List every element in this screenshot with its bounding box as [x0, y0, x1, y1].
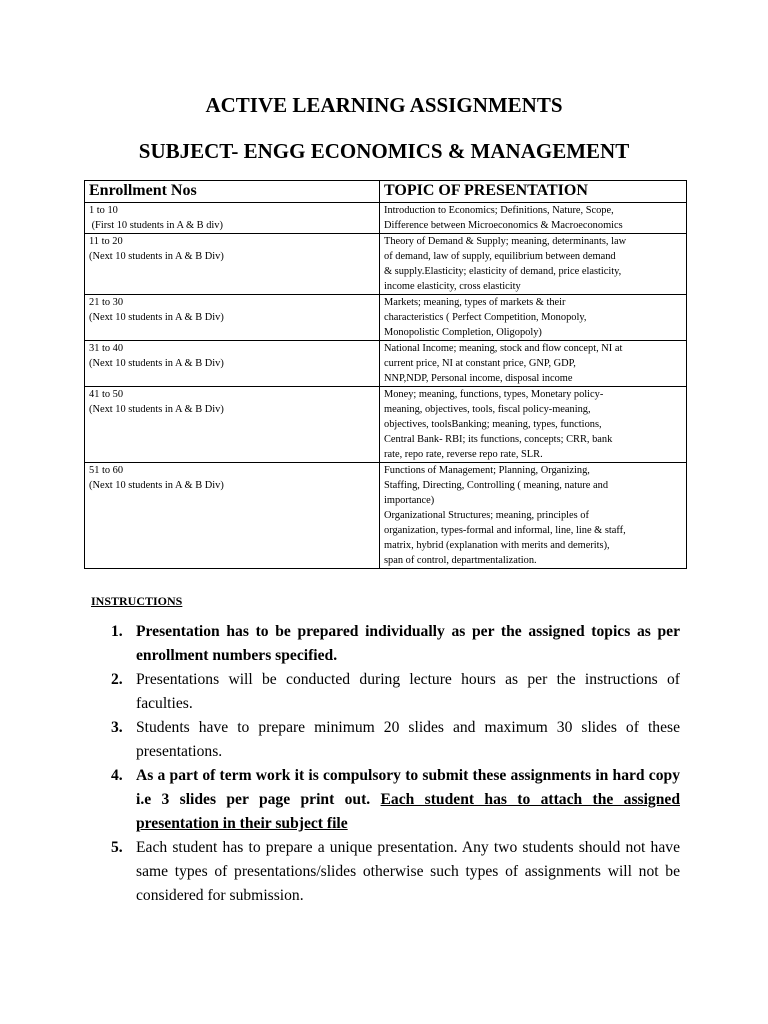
instruction-item: [108, 836, 680, 908]
enrollment-group: (Next 10 students in A & B Div): [89, 312, 224, 323]
enrollment-group: (Next 10 students in A & B Div): [89, 251, 224, 262]
topic-line: characteristics ( Perfect Competition, Monopoly,: [384, 312, 587, 323]
topic-line: income elasticity, cross elasticity: [384, 281, 521, 292]
instruction-text: Students have to prepare minimum 20 slides and maximum 30 slides of these presentations.: [136, 719, 680, 760]
table-row: [85, 341, 687, 387]
topic-line: Staffing, Directing, Controlling ( meaning, nature and: [384, 480, 609, 491]
topic-line: meaning, objectives, tools, fiscal policy-meaning,: [384, 404, 591, 415]
subject-title: SUBJECT- ENGG ECONOMICS & MANAGEMENT: [138, 139, 630, 163]
instruction-number: 1.: [111, 623, 123, 640]
topic-line: Monopolistic Completion, Oligopoly): [384, 327, 542, 338]
topic-line: National Income; meaning, stock and flow concept, NI at: [384, 343, 623, 354]
instruction-text: Presentation has to be prepared individually as per the assigned topics as per enrollment numbers specified.: [136, 623, 680, 664]
table-row: [85, 203, 687, 234]
header-enrollment: Enrollment Nos: [85, 181, 380, 203]
topic-cell: [380, 341, 687, 387]
topic-line: & supply.Elasticity; elasticity of demand, price elasticity,: [384, 266, 622, 277]
topics-table: [84, 180, 687, 569]
topic-line: organization, types-formal and informal, line, line & staff,: [384, 525, 626, 536]
topic-line: matrix, hybrid (explanation with merits and demerits),: [384, 540, 610, 551]
instruction-item: [108, 620, 680, 668]
enrollment-range: 41 to 50: [89, 389, 124, 400]
enrollment-cell: [85, 387, 380, 463]
table-row: [85, 387, 687, 463]
instruction-text: Presentations will be conducted during lecture hours as per the instructions of faculties.: [136, 671, 680, 712]
topic-line: Introduction to Economics; Definitions, Nature, Scope,: [384, 205, 614, 216]
instruction-item: [108, 764, 680, 836]
topic-line: Markets; meaning, types of markets & their: [384, 297, 566, 308]
enrollment-cell: [85, 295, 380, 341]
enrollment-group: (Next 10 students in A & B Div): [89, 404, 224, 415]
topic-line: Functions of Management; Planning, Organizing,: [384, 465, 590, 476]
topic-line: Central Bank- RBI; its functions, concepts; CRR, bank: [384, 434, 613, 445]
enrollment-cell: [85, 463, 380, 569]
instructions-heading: INSTRUCTIONS: [91, 594, 183, 608]
topic-cell: [380, 463, 687, 569]
header-topic: TOPIC OF PRESENTATION: [380, 181, 687, 203]
topic-line: of demand, law of supply, equilibrium between demand: [384, 251, 616, 262]
instruction-item: [108, 668, 680, 716]
table-header-row: [85, 181, 687, 203]
enrollment-cell: [85, 203, 380, 234]
topic-line: span of control, departmentalization.: [384, 555, 537, 566]
topic-cell: [380, 295, 687, 341]
instruction-number: 4.: [111, 767, 123, 784]
instruction-item: [108, 716, 680, 764]
topic-cell: [380, 387, 687, 463]
instruction-text-underlined: Each student has to attach the assigned presentation in their subject file: [136, 791, 680, 832]
enrollment-group: (Next 10 students in A & B Div): [89, 480, 224, 491]
instruction-text: Each student has to prepare a unique presentation. Any two students should not have same types of presentations/slides otherwise such types of assignments will not be considered for submission.: [136, 839, 680, 904]
topic-line: Theory of Demand & Supply; meaning, determinants, law: [384, 236, 627, 247]
instruction-text-main: As a part of term work it is compulsory to submit these assignments in hard copy i.e 3 slides per page print out.: [136, 767, 680, 808]
enrollment-range: 11 to 20: [89, 236, 123, 247]
enrollment-range: 31 to 40: [89, 343, 124, 354]
topic-line: rate, repo rate, reverse repo rate, SLR.: [384, 449, 543, 460]
enrollment-range: 21 to 30: [89, 297, 124, 308]
instruction-number: 3.: [111, 719, 123, 736]
instructions-list: [108, 620, 680, 908]
enrollment-cell: [85, 234, 380, 295]
topic-cell: [380, 203, 687, 234]
topic-line: Organizational Structures; meaning, principles of: [384, 510, 589, 521]
document-title: ACTIVE LEARNING ASSIGNMENTS: [205, 93, 563, 117]
topic-line: Difference between Microeconomics & Macroeconomics: [384, 220, 623, 231]
enrollment-range: 51 to 60: [89, 465, 124, 476]
table-row: [85, 234, 687, 295]
enrollment-group: (First 10 students in A & B div): [89, 220, 223, 231]
topic-line: NNP,NDP, Personal income, disposal income: [384, 373, 573, 384]
instruction-text: [136, 764, 680, 836]
topic-line: current price, NI at constant price, GNP, GDP,: [384, 358, 576, 369]
table-row: [85, 295, 687, 341]
topic-line: importance): [384, 495, 435, 506]
instruction-number: 2.: [111, 671, 123, 688]
enrollment-range: 1 to 10: [89, 205, 118, 216]
instruction-number: 5.: [111, 839, 123, 856]
table-row: [85, 463, 687, 569]
enrollment-cell: [85, 341, 380, 387]
topic-line: objectives, toolsBanking; meaning, types, functions,: [384, 419, 602, 430]
topic-cell: [380, 234, 687, 295]
enrollment-group: (Next 10 students in A & B Div): [89, 358, 224, 369]
topic-line: Money; meaning, functions, types, Monetary policy-: [384, 389, 604, 400]
table-body: [85, 203, 687, 569]
